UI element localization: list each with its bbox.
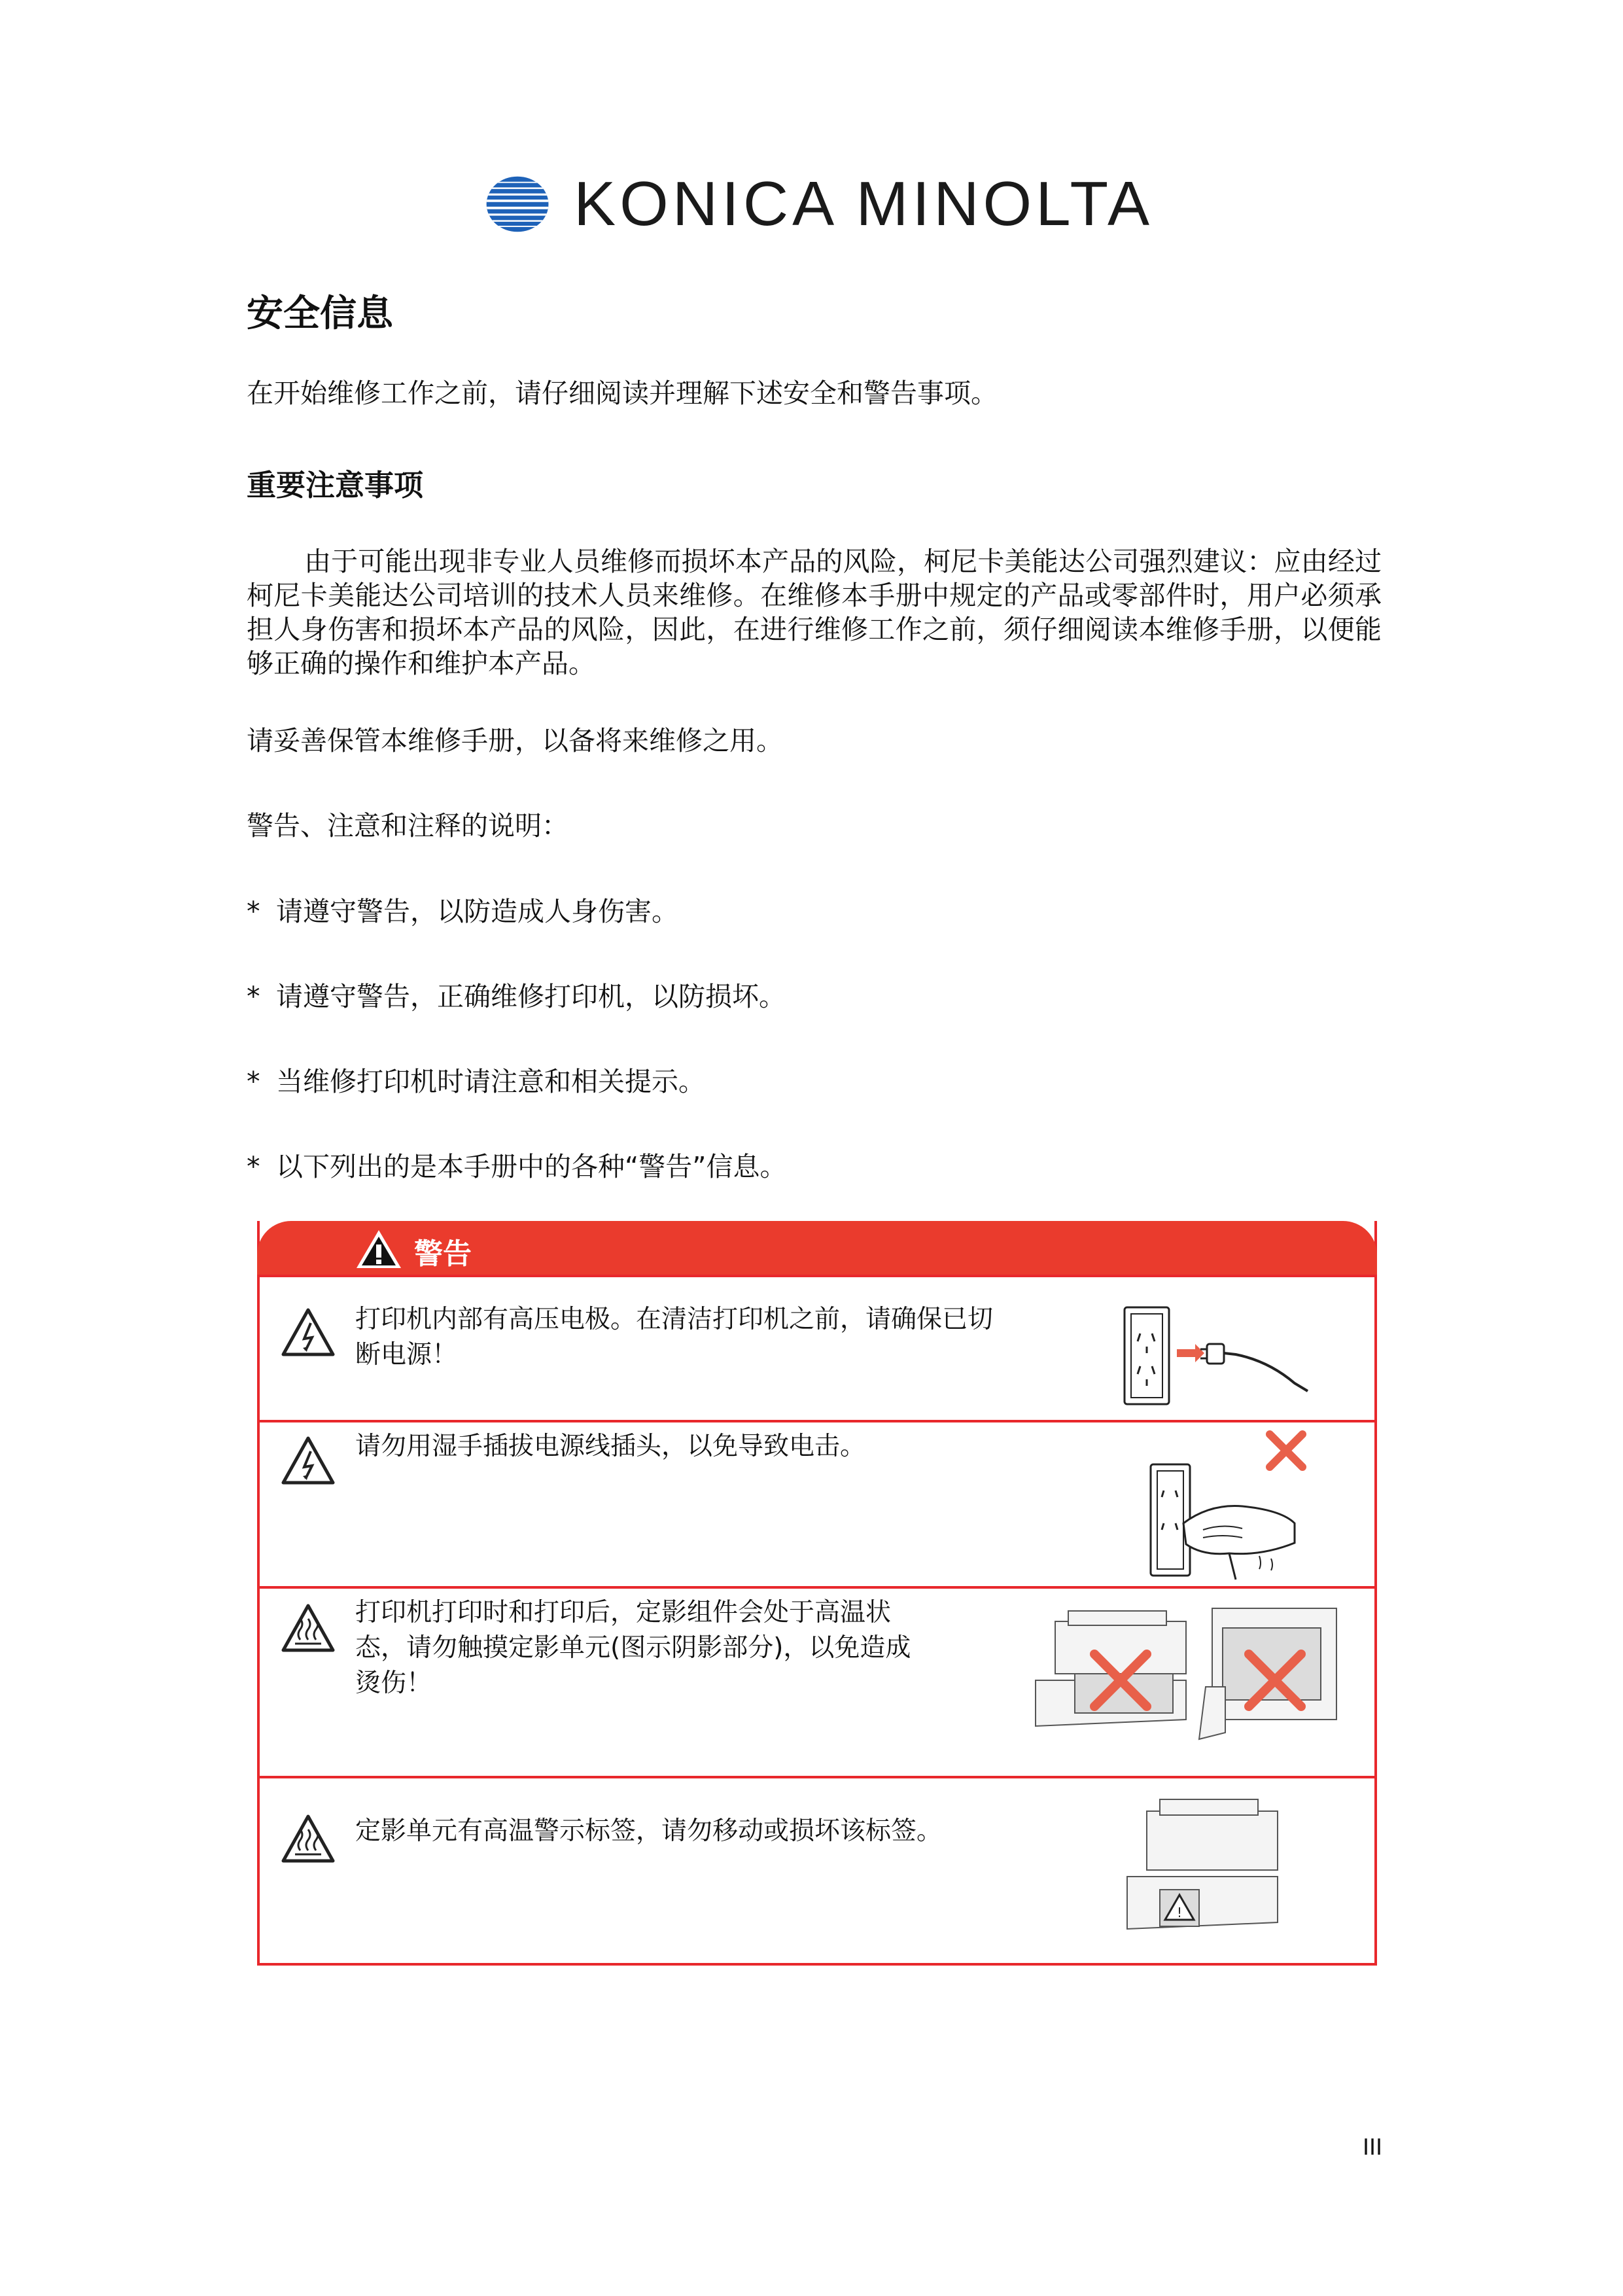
warning-triangle-icon — [355, 1229, 402, 1269]
intro-text: 在开始维修工作之前，请仔细阅读并理解下述安全和警告事项。 — [247, 378, 998, 409]
list-item: * 请遵守警告，正确维修打印机，以防损坏。 — [247, 981, 786, 1012]
brand-wordmark: KONICA MINOLTA — [574, 169, 1153, 239]
warning-row — [257, 1586, 1377, 1776]
hot-surface-icon — [281, 1603, 336, 1653]
wet-hand-plug-illustration — [1131, 1425, 1327, 1583]
warning-row-text: 请勿用湿手插拔电源线插头，以免导致电击。 — [355, 1432, 866, 1461]
fuser-unit-illustration — [1029, 1602, 1356, 1746]
notes-intro-text: 警告、注意和注释的说明： — [247, 810, 568, 841]
warning-row — [257, 1776, 1377, 1966]
warning-row-text: 打印机内部有高压电极。在清洁打印机之前，请确保已切断电源！ — [355, 1305, 994, 1369]
page-title: 安全信息 — [247, 292, 393, 335]
fuser-label-illustration — [1121, 1792, 1291, 1942]
list-item: * 以下列出的是本手册中的各种“警告”信息。 — [247, 1151, 787, 1182]
notice-paragraph: 由于可能出现非专业人员维修而损坏本产品的风险，柯尼卡美能达公司强烈建议：应由经过柯尼卡美能达公司培训的技术人员来维修。在维修本手册中规定的产品或零部件时，用户必须承担人身伤害和损坏本产品的风险，因此，在进行维修工作之前，须仔细阅读本维修手册，以便能够正确的操作和维护本产品。 — [247, 546, 1382, 679]
warning-row-text: 定影单元有高温警示标签，请勿移动或损坏该标签。 — [355, 1816, 943, 1846]
keep-manual-text: 请妥善保管本维修手册，以备将来维修之用。 — [247, 725, 783, 756]
list-item: * 当维修打印机时请注意和相关提示。 — [247, 1066, 705, 1097]
warning-row — [257, 1275, 1377, 1420]
konica-minolta-globe-icon — [486, 158, 549, 250]
svg-text:!: ! — [1176, 1905, 1183, 1920]
page-number: III — [1363, 2134, 1383, 2161]
warning-row-text: 打印机打印时和打印后，定影组件会处于高温状态，请勿触摸定影单元(图示阴影部分)，以免造成烫伤！ — [355, 1598, 911, 1698]
section-title: 重要注意事项 — [247, 468, 424, 503]
warning-row — [257, 1420, 1377, 1586]
warning-header-label: 警告 — [414, 1237, 472, 1271]
brand-logo — [486, 158, 1153, 250]
warning-header — [257, 1221, 1377, 1277]
hot-surface-icon — [281, 1814, 336, 1863]
high-voltage-icon — [281, 1436, 336, 1485]
high-voltage-icon — [281, 1307, 336, 1357]
unplug-illustration — [1111, 1301, 1321, 1412]
list-item: * 请遵守警告，以防造成人身伤害。 — [247, 896, 678, 927]
